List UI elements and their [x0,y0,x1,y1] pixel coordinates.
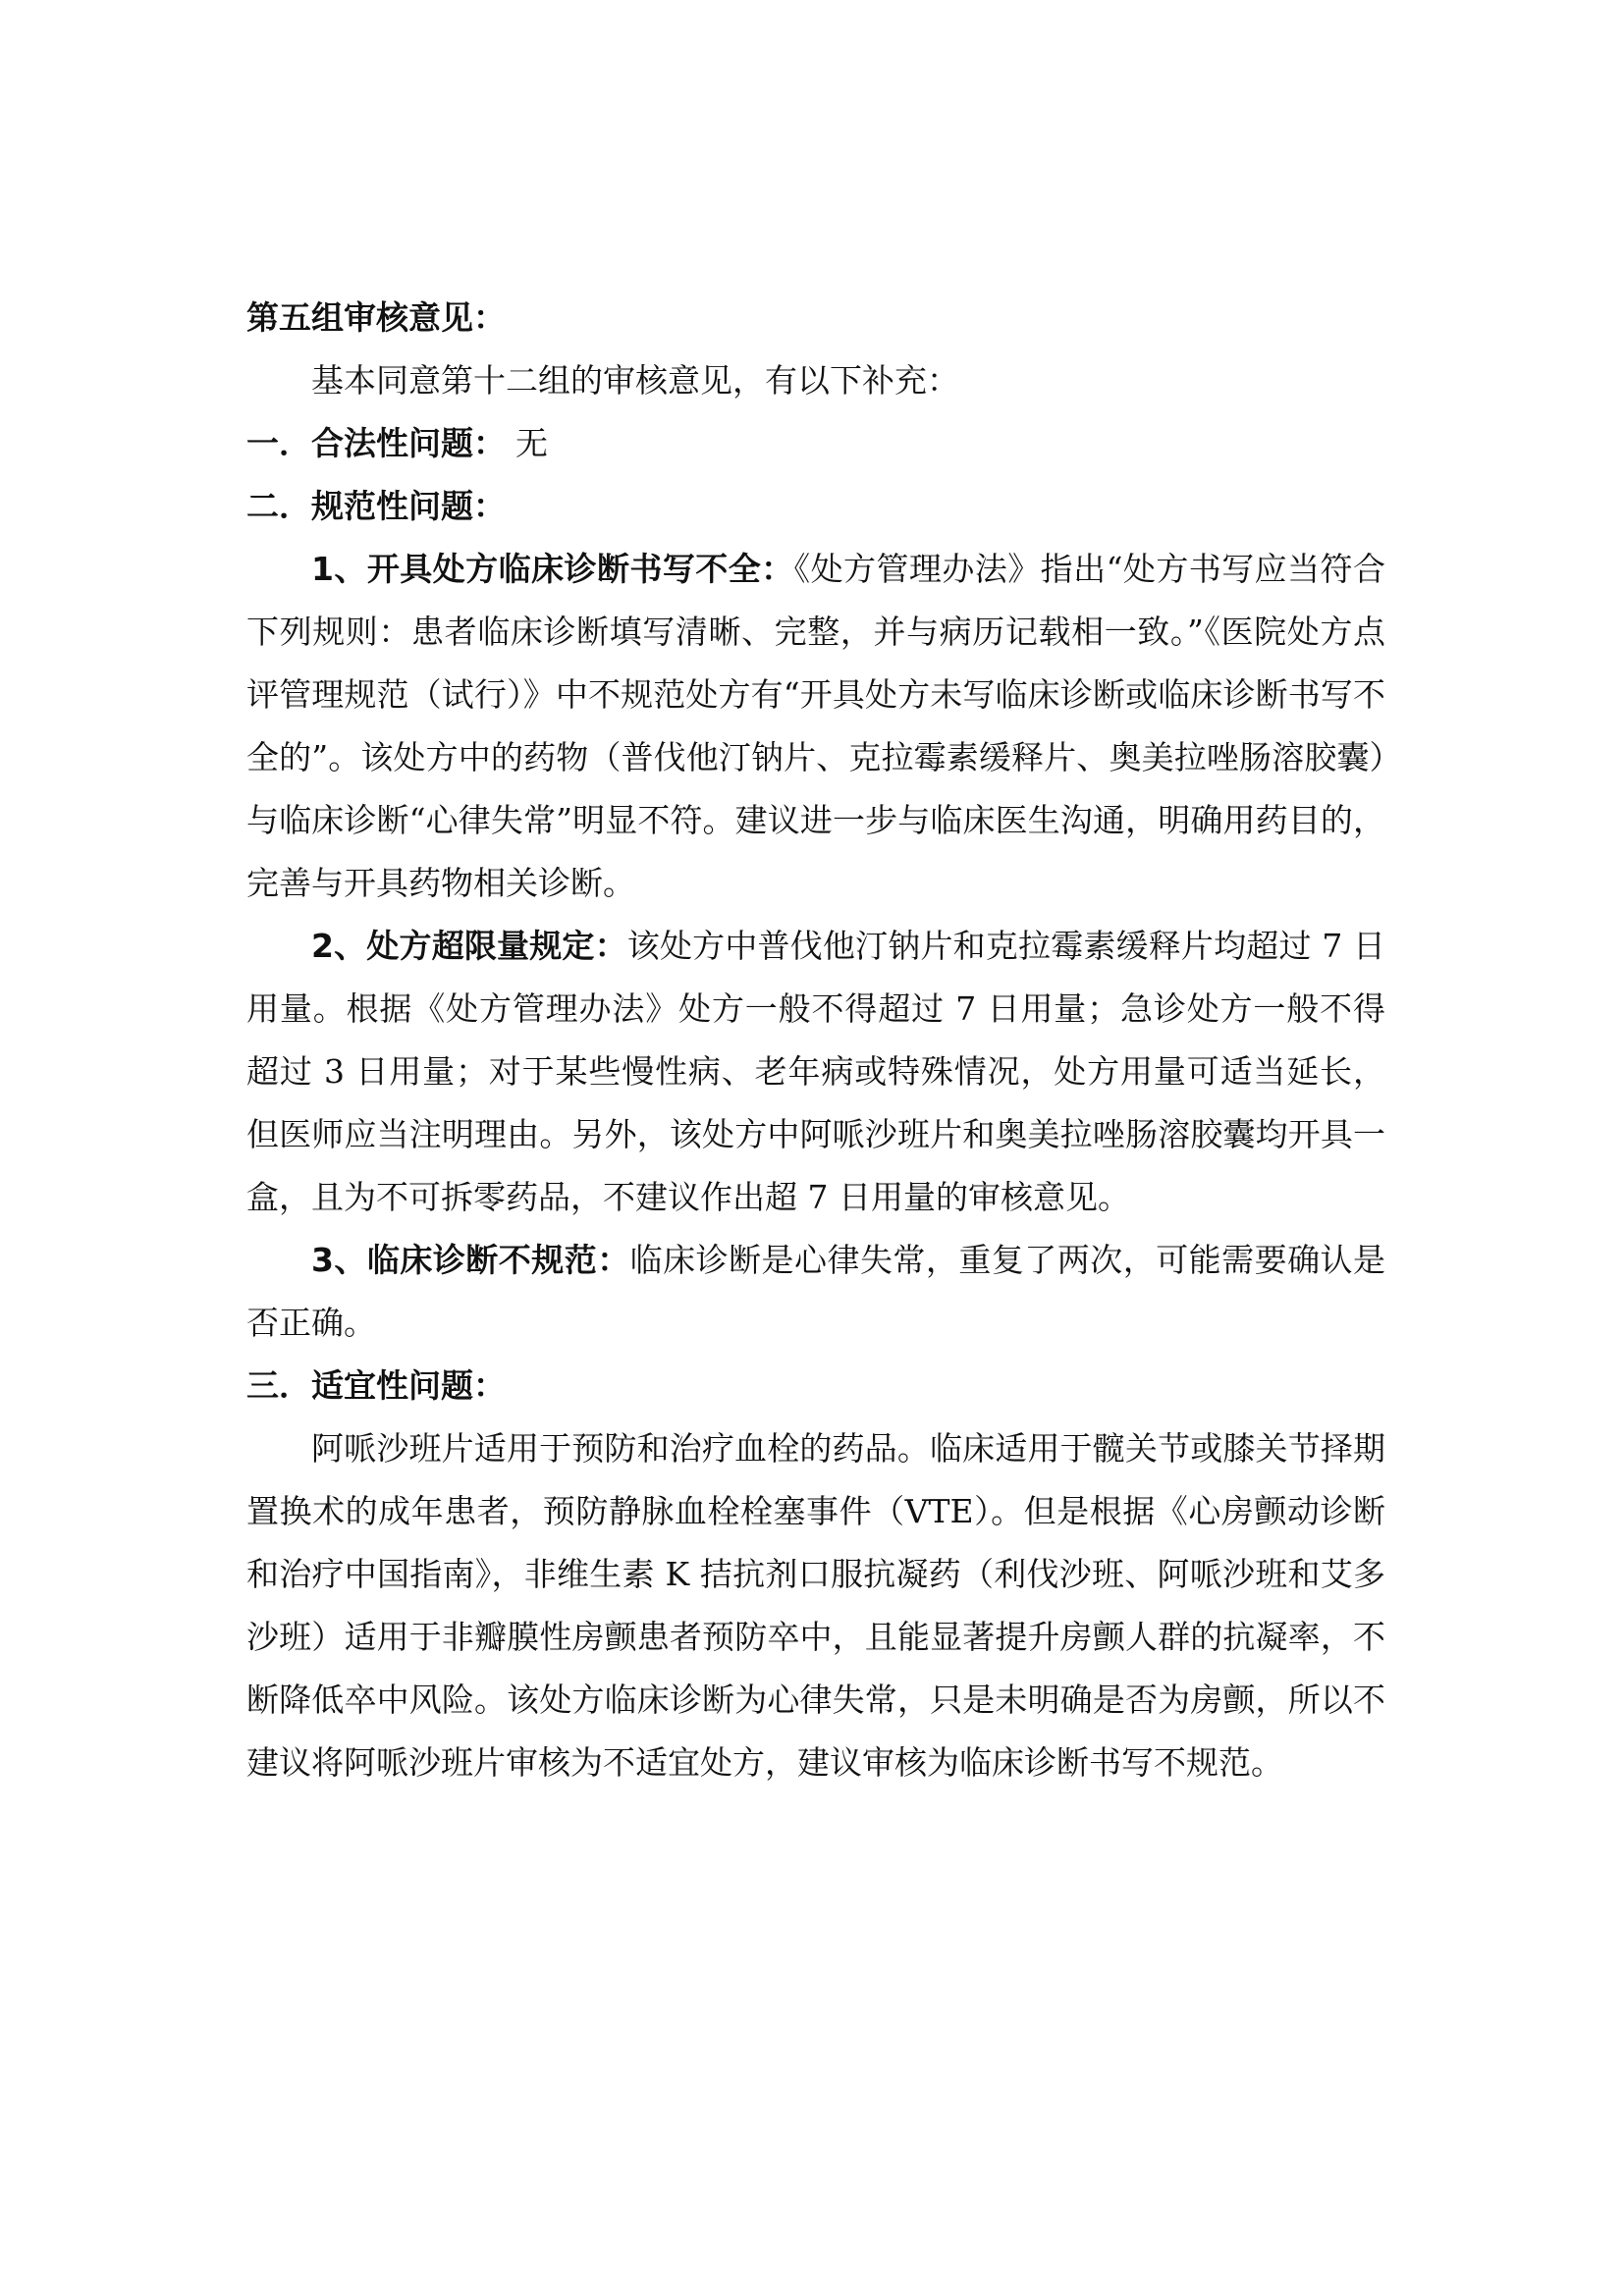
normative-item-2 [246,915,1385,1229]
normative-item-3 [246,1229,1385,1355]
suitability-paragraph: 阿哌沙班片适用于预防和治疗血栓的药品。临床适用于髋关节或膝关节择期置换术的成年患者，预防静脉血栓栓塞事件（VTE）。但是根据《心房颤动诊断和治疗中国指南》，非维生素 K 拮抗剂口服抗凝药（利伐沙班、阿哌沙班和艾多沙班）适用于非瓣膜性房颤患者预防卒中，且能显著提升房颤人群的抗凝率，不断降低卒中风险。该处方临床诊断为心律失常，只是未明确是否为房颤，所以不建议将阿哌沙班片审核为不适宜处方，建议审核为临床诊断书写不规范。 [246,1429,1385,1782]
normative-item-3-label: 3、临床诊断不规范： [311,1241,630,1279]
section-legality-value: 无 [515,424,548,462]
section-legality [246,412,1385,475]
normative-item-2-label: 2、处方超限量规定： [311,927,627,965]
normative-item-2-text: 该处方中普伐他汀钠片和克拉霉素缓释片均超过 7 日用量。根据《处方管理办法》处方一般不得超过 7 日用量；急诊处方一般不得超过 3 日用量；对于某些慢性病、老年病或特殊情况，处方用量可适当延长，但医师应当注明理由。另外，该处方中阿哌沙班片和奥美拉唑肠溶胶囊均开具一盒，且为不可拆零药品，不建议作出超 7 日用量的审核意见。 [246,927,1385,1216]
section-legality-heading: 一．合法性问题： [246,424,506,462]
normative-item-1 [246,538,1385,915]
section-suitability-heading: 三．适宜性问题： [246,1366,506,1405]
normative-item-1-text: 《处方管理办法》指出“处方书写应当符合下列规则：患者临床诊断填写清晰、完整，并与病历记载相一致。”《医院处方点评管理规范（试行）》中不规范处方有“开具处方未写临床诊断或临床诊断书写不全的”。该处方中的药物（普伐他汀钠片、克拉霉素缓释片、奥美拉唑肠溶胶囊）与临床诊断“心律失常”明显不符。建议进一步与临床医生沟通，明确用药目的，完善与开具药物相关诊断。 [246,550,1385,902]
document-title: 第五组审核意见： [246,298,506,337]
section-normative-heading: 二．规范性问题： [246,487,506,525]
normative-item-1-label: 1、开具处方临床诊断书写不全： [311,550,794,588]
intro-paragraph: 基本同意第十二组的审核意见，有以下补充： [311,361,959,400]
normative-item-3-text: 临床诊断是心律失常，重复了两次，可能需要确认是否正确。 [246,1241,1386,1342]
document-body [246,287,1385,1794]
